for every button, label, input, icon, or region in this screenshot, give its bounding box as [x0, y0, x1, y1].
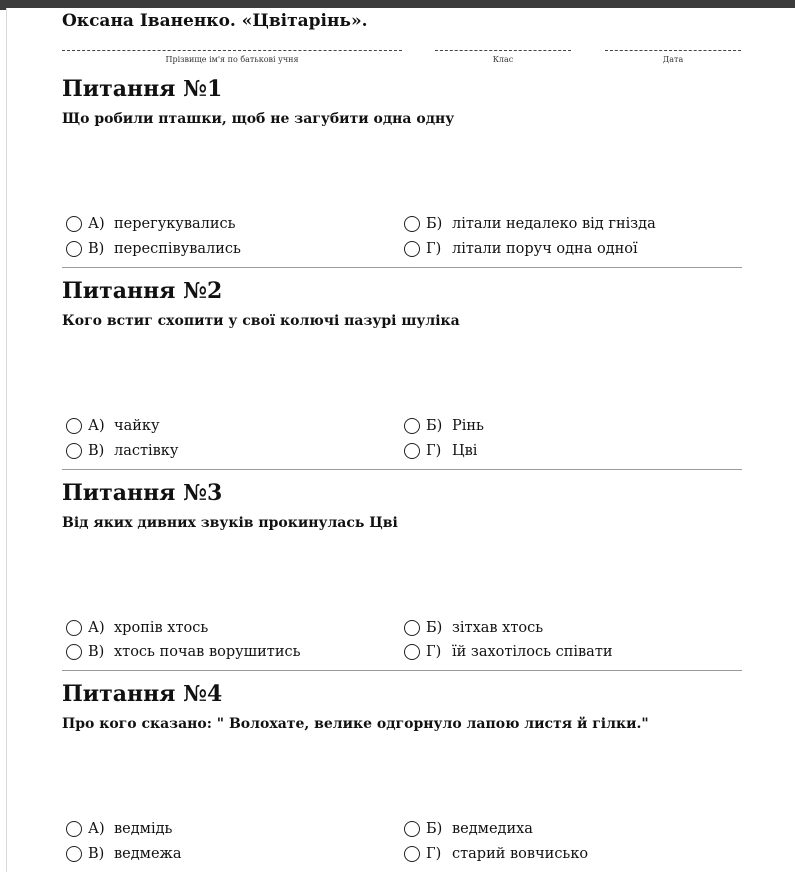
radio-circle-icon[interactable]: [66, 846, 82, 862]
question-divider: [62, 469, 742, 470]
option-text: ластівку: [114, 443, 179, 459]
option-text: хтось почав ворушитись: [114, 644, 301, 660]
option-text: переспівувались: [114, 241, 241, 257]
option-letter: Б): [426, 620, 443, 636]
radio-circle-icon[interactable]: [404, 620, 420, 636]
answer-option[interactable]: [404, 214, 656, 234]
radio-circle-icon[interactable]: [66, 216, 82, 232]
option-text: перегукувались: [114, 216, 236, 232]
radio-circle-icon[interactable]: [66, 821, 82, 837]
answer-option[interactable]: [66, 844, 182, 864]
option-text: старий вовчисько: [452, 846, 589, 862]
option-letter: А): [88, 418, 105, 434]
answer-option[interactable]: [66, 642, 301, 662]
option-letter: А): [88, 821, 105, 837]
answer-option[interactable]: [404, 441, 477, 461]
option-text: їй захотілось співати: [452, 644, 613, 660]
signature-caption: Дата: [662, 55, 684, 64]
answer-option[interactable]: [66, 214, 236, 234]
question-text: Кого встиг схопити у свої колючі пазурі шуліка: [62, 313, 460, 329]
signature-line: [605, 42, 741, 51]
question-text: Що робили пташки, щоб не загубити одна одну: [62, 111, 455, 127]
answer-option[interactable]: [66, 416, 160, 436]
answer-option[interactable]: [404, 416, 484, 436]
signature-caption: Клас: [492, 55, 514, 64]
question-text: Від яких дивних звуків прокинулась Цві: [62, 515, 398, 531]
signature-caption: Прізвище ім'я по батькові учня: [165, 55, 299, 64]
answer-option[interactable]: [66, 441, 178, 461]
answer-option[interactable]: [66, 239, 241, 259]
option-letter: В): [88, 443, 105, 459]
radio-circle-icon[interactable]: [404, 241, 420, 257]
option-letter: В): [88, 644, 105, 660]
answer-option[interactable]: [404, 819, 533, 839]
radio-circle-icon[interactable]: [404, 644, 420, 660]
question-title: Питання №2: [62, 278, 223, 304]
option-letter: В): [88, 241, 105, 257]
radio-circle-icon[interactable]: [404, 216, 420, 232]
signature-field-date[interactable]: [605, 42, 741, 64]
question-title: Питання №3: [62, 480, 223, 506]
radio-circle-icon[interactable]: [404, 418, 420, 434]
answer-option[interactable]: [404, 642, 613, 662]
option-text: хропів хтось: [114, 620, 209, 636]
answer-option[interactable]: [404, 239, 638, 259]
answer-option[interactable]: [404, 844, 588, 864]
option-letter: А): [88, 620, 105, 636]
signature-field-class[interactable]: [435, 42, 571, 64]
document-page: [6, 8, 795, 872]
radio-circle-icon[interactable]: [66, 443, 82, 459]
option-text: Цві: [452, 443, 478, 459]
option-text: ведмедиха: [452, 821, 533, 837]
option-letter: В): [88, 846, 105, 862]
question-title: Питання №4: [62, 681, 223, 707]
answer-option[interactable]: [66, 819, 172, 839]
option-text: чайку: [114, 418, 160, 434]
radio-circle-icon[interactable]: [404, 846, 420, 862]
option-text: літали недалеко від гнізда: [452, 216, 656, 232]
answer-option[interactable]: [404, 618, 543, 638]
signature-line: [62, 42, 402, 51]
option-letter: Г): [426, 644, 442, 660]
radio-circle-icon[interactable]: [66, 418, 82, 434]
option-letter: Г): [426, 241, 442, 257]
radio-circle-icon[interactable]: [404, 443, 420, 459]
option-letter: Г): [426, 846, 442, 862]
signature-line: [435, 42, 571, 51]
option-letter: Б): [426, 418, 443, 434]
option-letter: Б): [426, 216, 443, 232]
question-text: Про кого сказано: " Волохате, велике одгорнуло лапою листя й гілки.": [62, 716, 649, 732]
option-text: зітхав хтось: [452, 620, 544, 636]
option-letter: А): [88, 216, 105, 232]
option-text: літали поруч одна одної: [452, 241, 638, 257]
answer-option[interactable]: [66, 618, 208, 638]
option-text: ведмежа: [114, 846, 182, 862]
option-letter: Г): [426, 443, 442, 459]
question-divider: [62, 670, 742, 671]
option-letter: Б): [426, 821, 443, 837]
radio-circle-icon[interactable]: [404, 821, 420, 837]
question-divider: [62, 267, 742, 268]
radio-circle-icon[interactable]: [66, 620, 82, 636]
question-title: Питання №1: [62, 76, 223, 102]
option-text: ведмідь: [114, 821, 173, 837]
option-text: Рінь: [452, 418, 484, 434]
radio-circle-icon[interactable]: [66, 644, 82, 660]
document-title: Оксана Іваненко. «Цвітарінь».: [62, 11, 368, 31]
signature-field-name[interactable]: [62, 42, 402, 64]
radio-circle-icon[interactable]: [66, 241, 82, 257]
